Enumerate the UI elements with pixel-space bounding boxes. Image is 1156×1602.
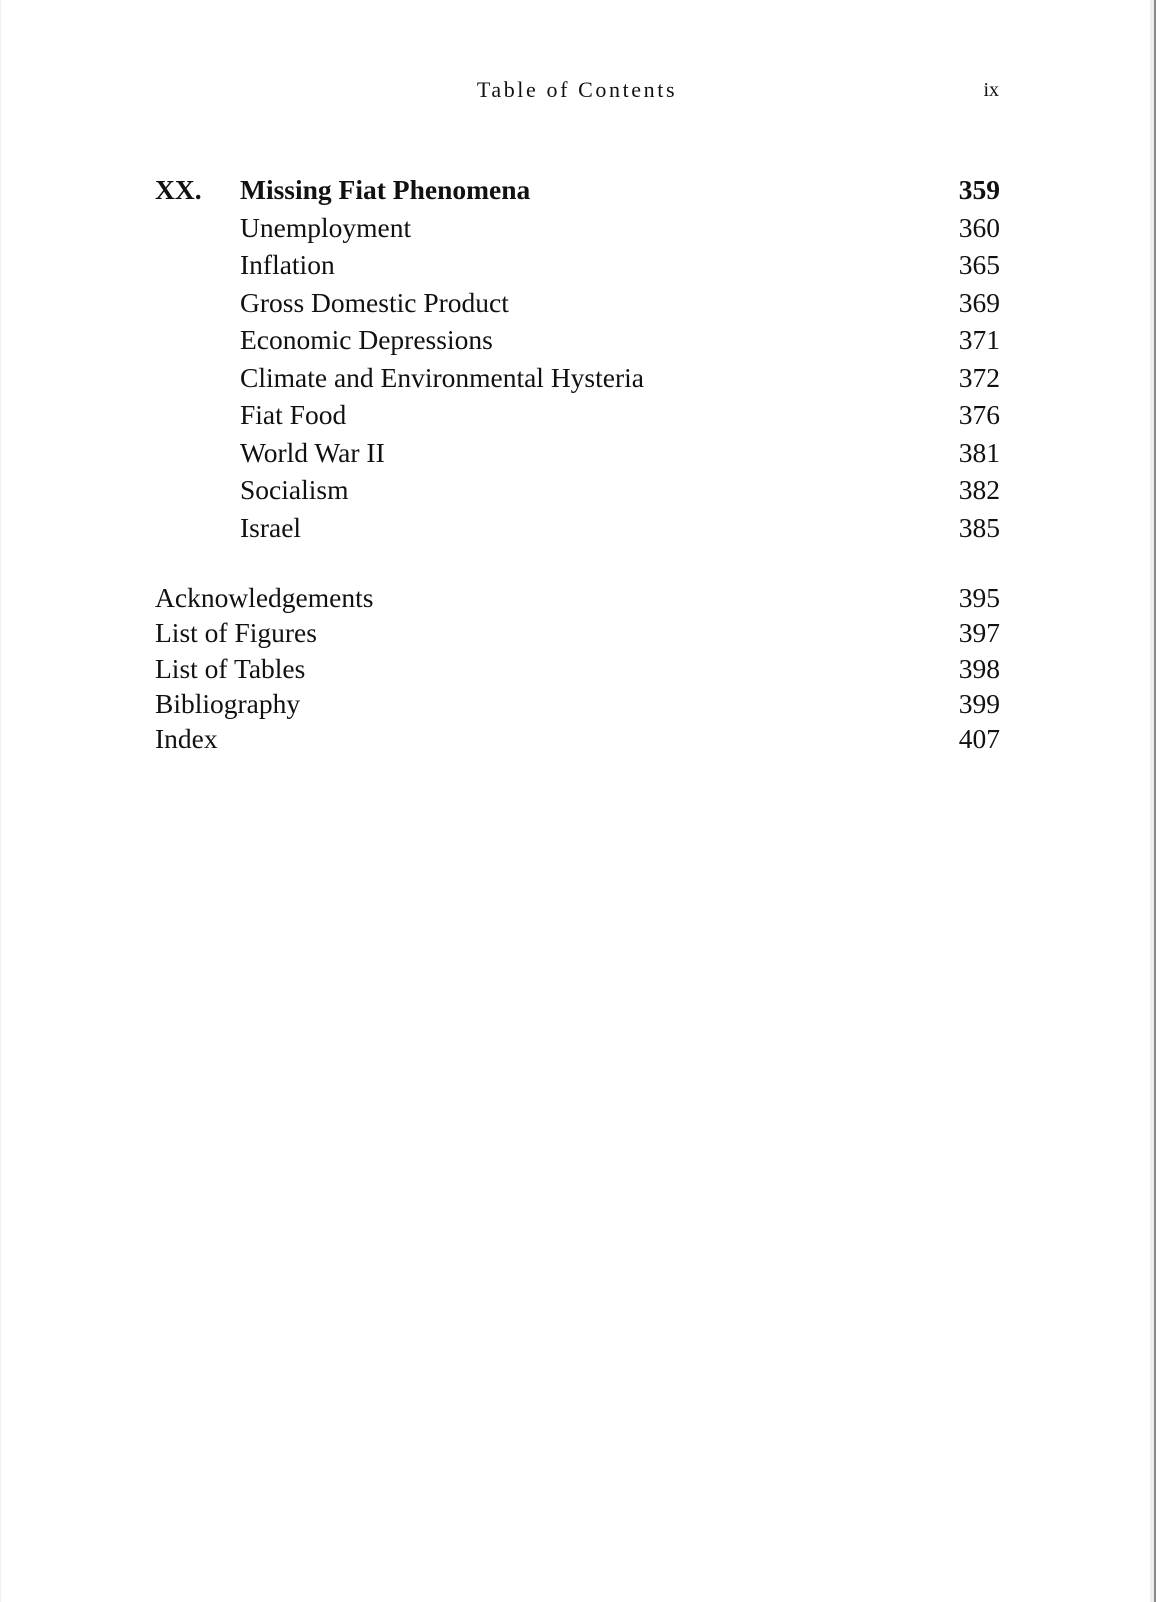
page-number: ix (983, 79, 999, 101)
chapter-title: Missing Fiat Phenomena (240, 174, 531, 205)
back-matter-title: Bibliography (155, 687, 301, 719)
section-page: 360 (958, 211, 1000, 243)
section-title: Fiat Food (240, 399, 347, 430)
back-matter-page: 397 (958, 617, 1000, 649)
back-matter-page: 407 (958, 723, 1000, 755)
toc-section-entry[interactable] (155, 321, 1000, 359)
back-matter-title: Index (155, 723, 218, 755)
section-page: 369 (958, 286, 1000, 318)
toc-back-matter (155, 580, 1000, 756)
toc-back-matter-entry[interactable] (155, 615, 1000, 650)
back-matter-title: List of Tables (155, 652, 306, 684)
running-head: Table of Contents (476, 77, 678, 102)
section-title: Israel (240, 511, 302, 543)
section-page: 376 (958, 399, 1000, 430)
toc-section-entry[interactable] (155, 246, 1000, 284)
section-page: 371 (958, 324, 1000, 355)
toc-section-entry[interactable] (155, 359, 1000, 397)
toc-back-matter-entry[interactable] (155, 686, 1000, 721)
back-matter-title: List of Figures (155, 617, 317, 649)
section-title: Climate and Environmental Hysteria (240, 361, 644, 393)
chapter-number: XX. (155, 174, 202, 205)
toc-section-entry[interactable] (155, 471, 1000, 509)
toc-back-matter-entry[interactable] (155, 580, 1000, 615)
section-title: Socialism (240, 474, 349, 505)
section-title: Economic Depressions (240, 324, 493, 355)
section-page: 382 (958, 474, 1000, 505)
toc-section-entry[interactable] (155, 284, 1000, 322)
toc-section-entry[interactable] (155, 396, 1000, 434)
section-page: 385 (958, 511, 1000, 543)
section-title: Inflation (240, 249, 335, 280)
toc-back-matter-entry[interactable] (155, 651, 1000, 686)
section-title: Gross Domestic Product (240, 286, 509, 318)
back-matter-page: 395 (958, 582, 1000, 613)
back-matter-page: 398 (958, 652, 1000, 684)
section-title: World War II (240, 436, 385, 468)
toc-chapter-block (155, 171, 1000, 546)
section-page: 372 (958, 361, 1000, 393)
section-page: 381 (958, 436, 1000, 468)
toc-section-entry[interactable] (155, 209, 1000, 247)
back-matter-title: Acknowledgements (155, 582, 374, 613)
toc-section-entry[interactable] (155, 509, 1000, 547)
section-page: 365 (958, 249, 1000, 280)
toc-section-entry[interactable] (155, 434, 1000, 472)
back-matter-page: 399 (958, 687, 1000, 719)
section-title: Unemployment (240, 211, 412, 243)
chapter-page: 359 (958, 174, 1000, 205)
toc-chapter-entry[interactable] (155, 171, 1000, 209)
toc-back-matter-entry[interactable] (155, 721, 1000, 756)
